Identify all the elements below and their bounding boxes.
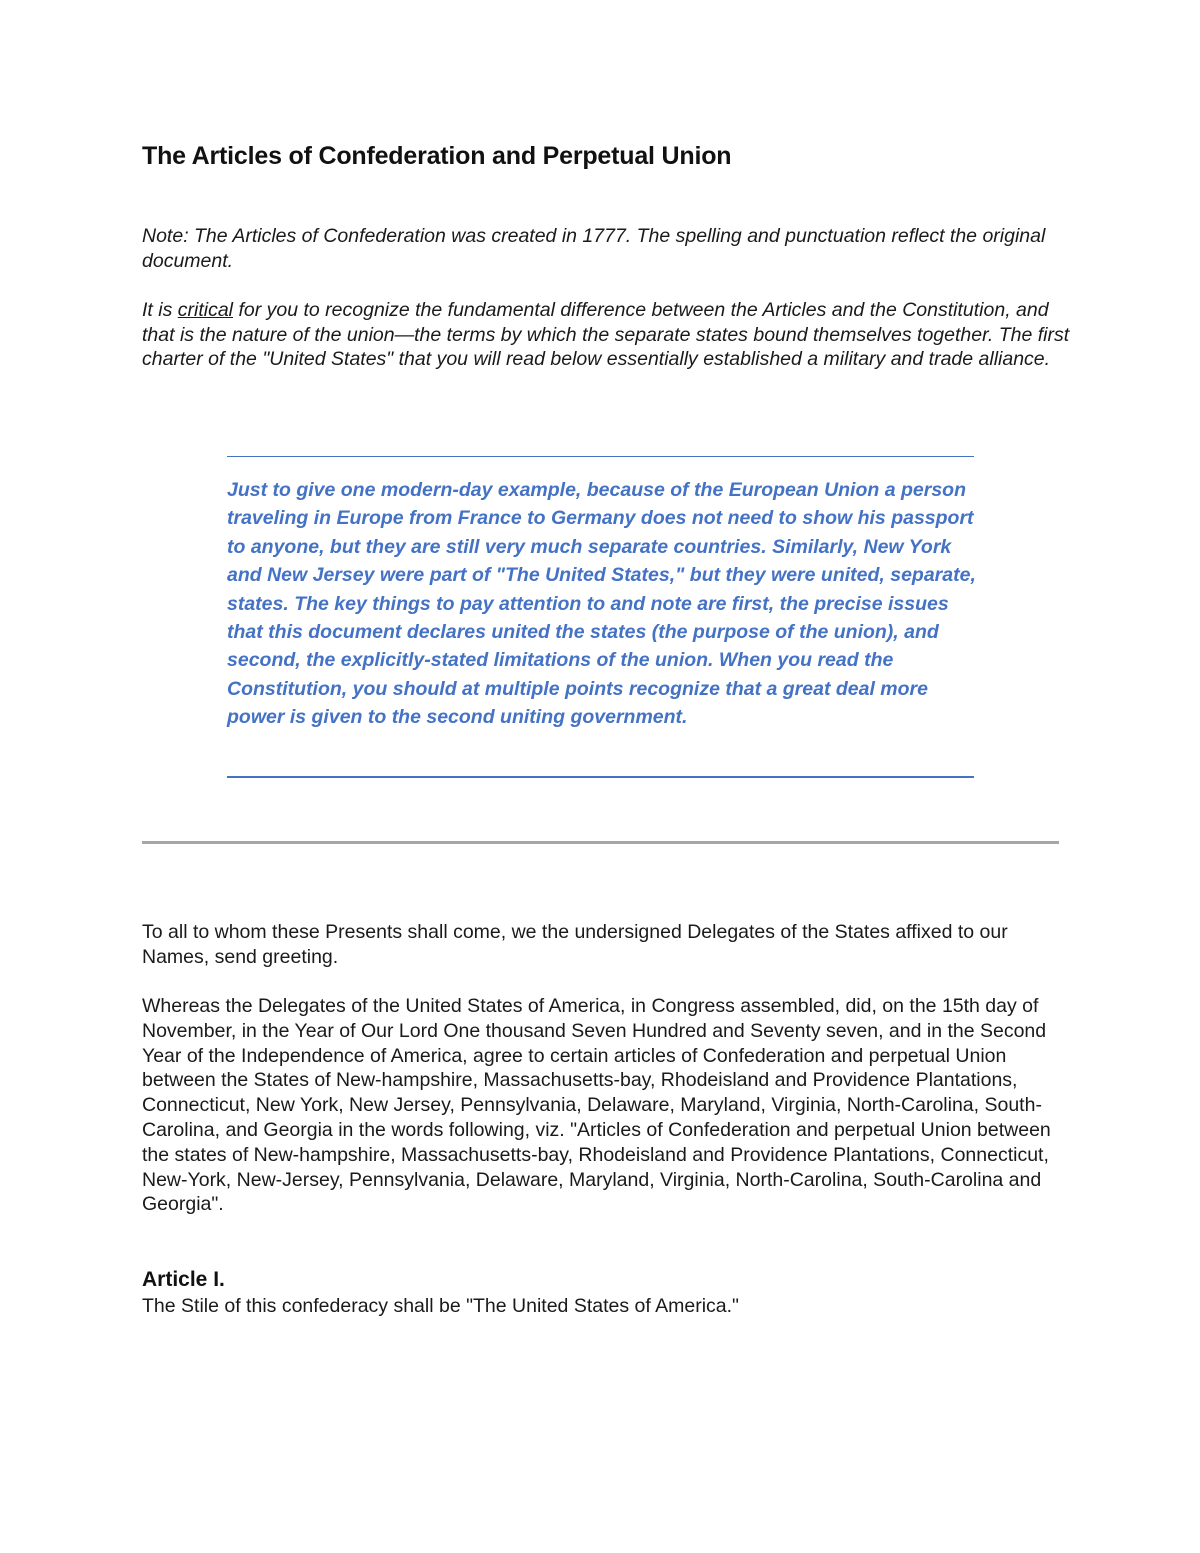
critical-emphasis: critical [177, 299, 234, 321]
document-title: The Articles of Confederation and Perpetual Union [142, 142, 732, 170]
critical-paragraph [142, 298, 1072, 372]
critical-suffix: for you to recognize the fundamental difference between the Articles and the Constitution, and that is the nature of the union—the terms by which the separate states bound themselves together. The first charter of the "United States" that you will read below essentially established a military and trade alliance. [142, 299, 1070, 370]
whereas-paragraph: Whereas the Delegates of the United States of America, in Congress assembled, did, on the 15th day of November, in the Year of Our Lord One thousand Seven Hundred and Seventy seven, and in the Second Year of the Independence of America, agree to certain articles of Confederation and perpetual Union between the States of New-hampshire, Massachusetts-bay, Rhodeisland and Providence Plantations, Connecticut, New York, New Jersey, Pennsylvania, Delaware, Maryland, Virginia, North-Carolina, South-Carolina, and Georgia in the words following, viz. "Articles of Confederation and perpetual Union between the states of New-hampshire, Massachusetts-bay, Rhodeisland and Providence Plantations, Connecticut, New-York, New-Jersey, Pennsylvania, Delaware, Maryland, Virginia, North-Carolina, South-Carolina and Georgia". [142, 995, 1051, 1216]
article-1-text: The Stile of this confederacy shall be "The United States of America." [142, 1295, 739, 1317]
article-1-heading: Article I. [142, 1268, 225, 1291]
callout-text: Just to give one modern-day example, because of the European Union a person traveling in Europe from France to Germany does not need to show his passport to anyone, but they are still very much separate countries. Similarly, New York and New Jersey were part of "The United States," but they were united, separate, states. The key things to pay attention to and note are first, the precise issues that this document declares united the states (the purpose of the union), and second, the explicitly-stated limitations of the union. When you read the Constitution, you should at multiple points recognize that a great deal more power is given to the second uniting government. [227, 479, 976, 729]
note-paragraph: Note: The Articles of Confederation was created in 1777. The spelling and punctuation reflect the original document. [142, 225, 1046, 272]
presents-paragraph: To all to whom these Presents shall come, we the undersigned Delegates of the States affixed to our Names, send greeting. [142, 921, 1008, 968]
critical-prefix: It is [142, 299, 178, 321]
horizontal-divider [142, 841, 1059, 844]
